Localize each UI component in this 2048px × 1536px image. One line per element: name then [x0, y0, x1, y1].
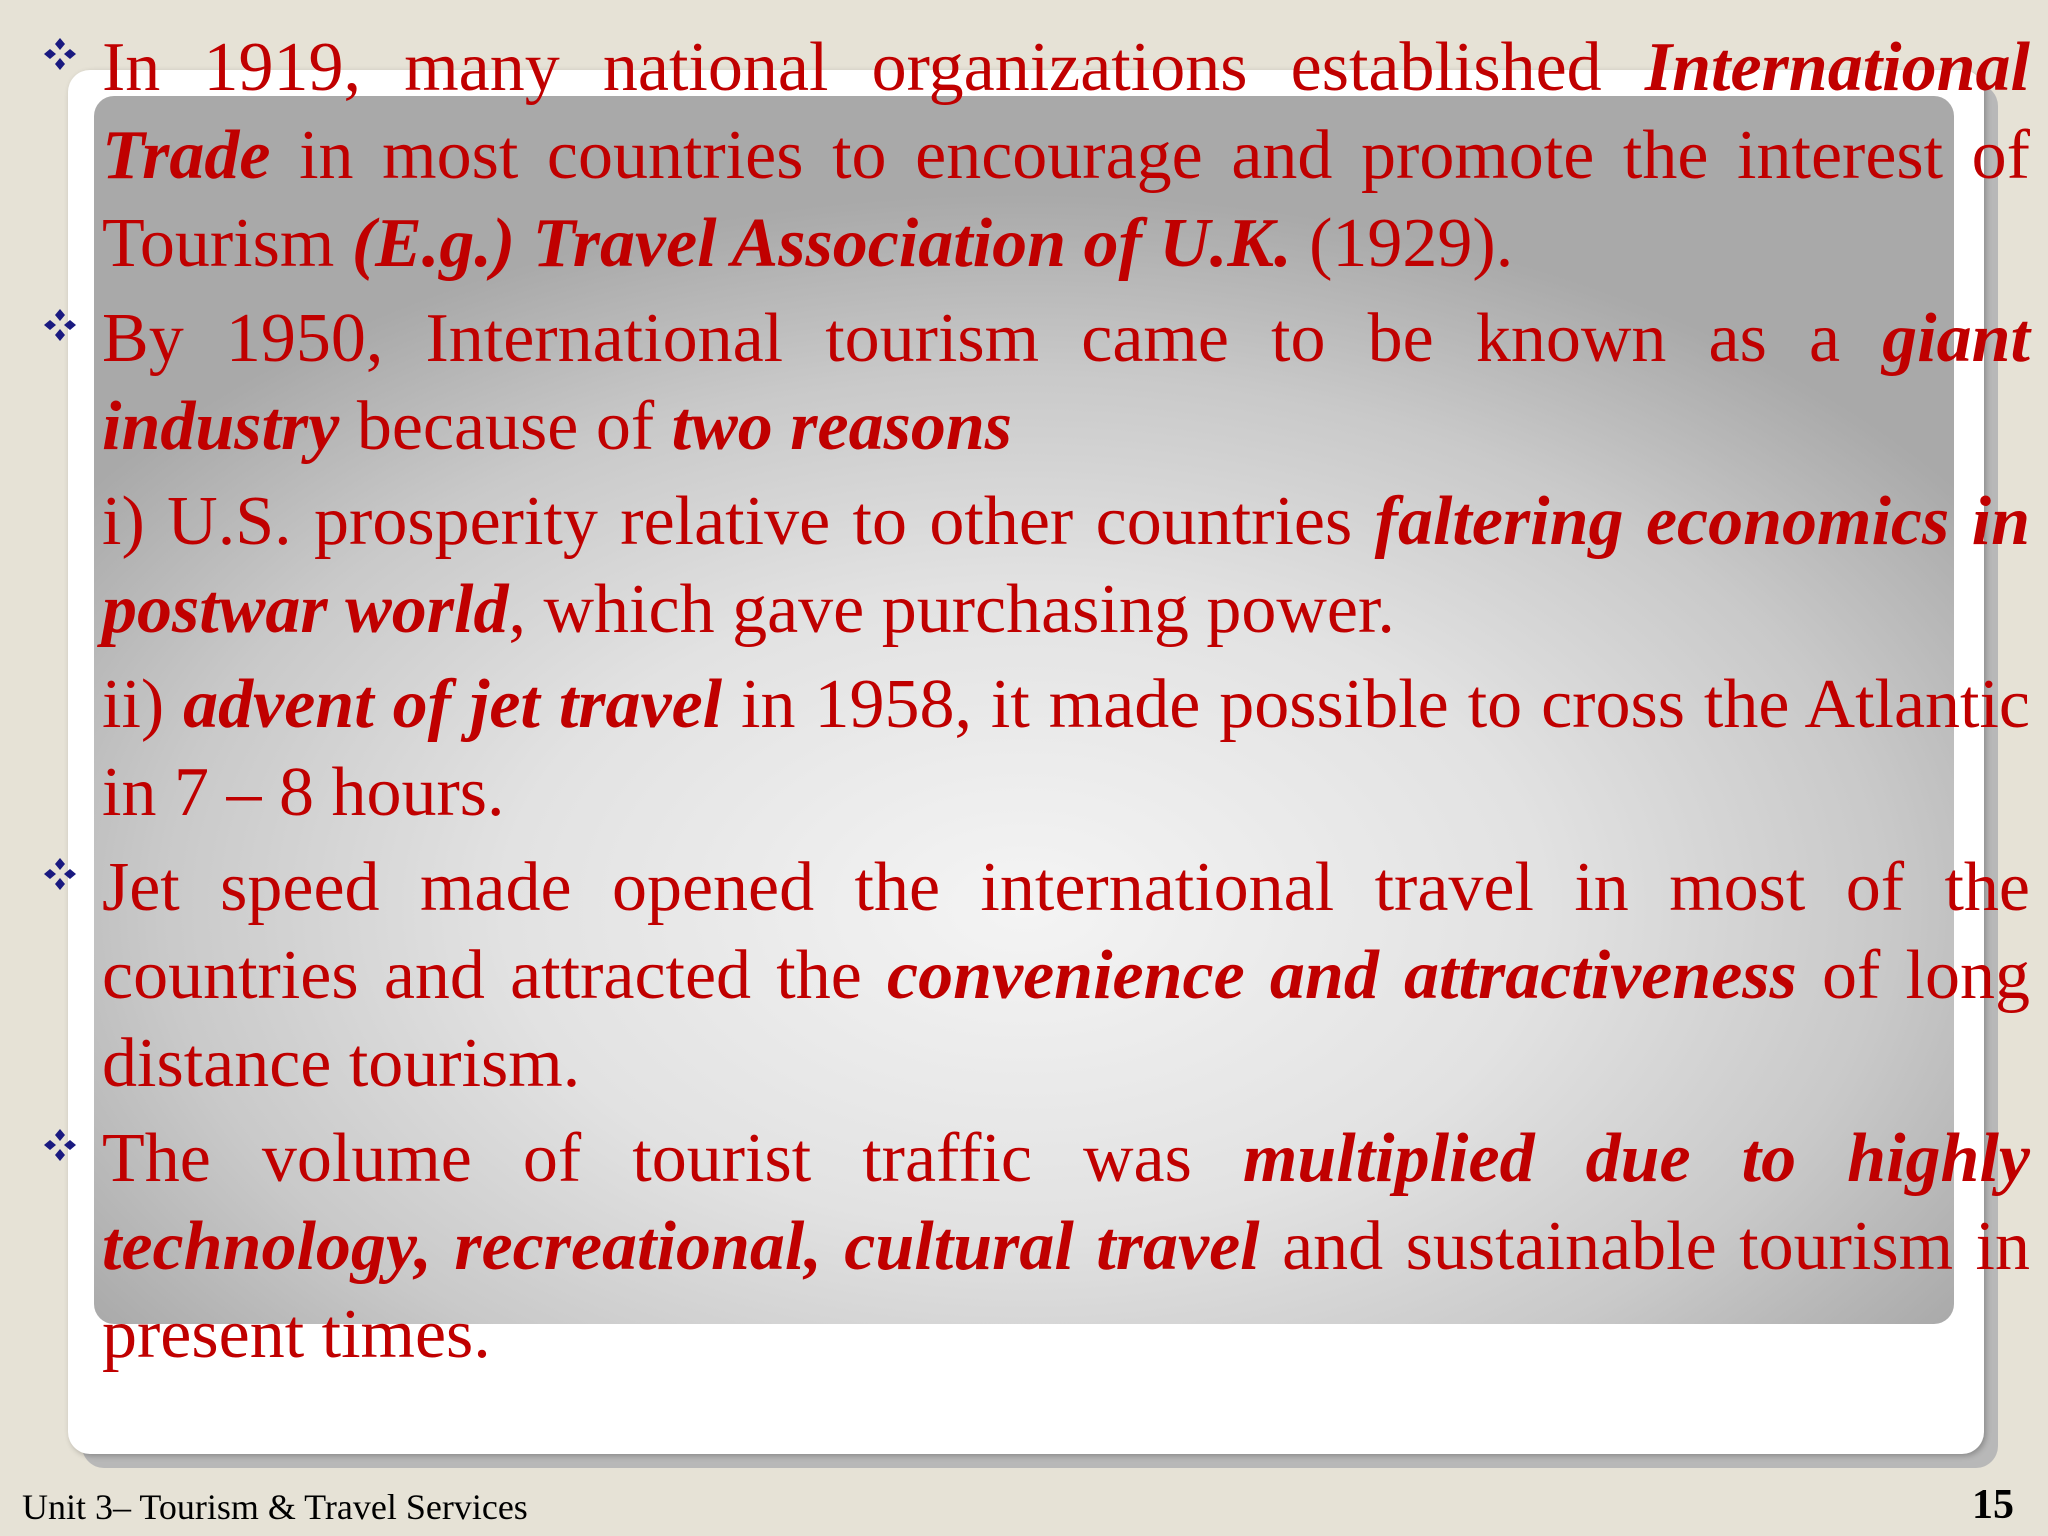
- text-run: The volume of tourist traffic was: [102, 1120, 1243, 1197]
- text-run: , which gave purchasing power.: [508, 571, 1395, 648]
- emphasis-text: International Trade: [102, 29, 2030, 194]
- text-run: and sustainable tourism in present times.: [102, 1208, 2030, 1373]
- bullet-point: [40, 295, 2030, 471]
- diamond-bullet-icon: [42, 1127, 78, 1163]
- text-run: In 1919, many national organizations established: [102, 29, 1645, 106]
- page-number: 15: [1972, 1482, 2014, 1528]
- footer-unit-label: Unit 3– Tourism & Travel Services: [22, 1487, 528, 1527]
- slide-body: [40, 24, 2030, 1379]
- emphasis-text: two reasons: [671, 388, 1013, 465]
- text-run: i) U.S. prosperity relative to other countries: [102, 483, 1375, 560]
- text-run: By 1950, International tourism came to be known as a: [102, 300, 1883, 377]
- text-run: (1929).: [1291, 205, 1514, 282]
- text-run: of long distance tourism.: [102, 937, 2030, 1102]
- diamond-bullet-icon: [42, 36, 78, 72]
- emphasis-text: multiplied due to highly technology, recreational, cultural travel: [102, 1120, 2030, 1285]
- bullet-point: [40, 24, 2030, 288]
- emphasis-text: convenience and attractiveness: [887, 937, 1797, 1014]
- text-run: Jet speed made opened the international travel in most of the countries and attracted the: [102, 849, 2030, 1014]
- diamond-bullet-icon: [42, 307, 78, 343]
- emphasis-text: giant industry: [102, 300, 2030, 465]
- text-run: because of: [339, 388, 672, 465]
- emphasis-text: faltering economics in postwar world: [102, 483, 2031, 648]
- text-run: in 1958, it made possible to cross the Atlantic in 7 – 8 hours.: [102, 666, 2030, 831]
- emphasis-text: advent of jet travel: [183, 666, 723, 743]
- bullet-point: [40, 844, 2030, 1108]
- emphasis-text: (E.g.) Travel Association of U.K.: [351, 205, 1292, 282]
- reason-item: [40, 661, 2030, 837]
- text-run: ii): [102, 666, 184, 743]
- reason-item: [40, 478, 2030, 654]
- text-run: in most countries to encourage and promote the interest of Tourism: [102, 117, 2030, 282]
- diamond-bullet-icon: [42, 856, 78, 892]
- bullet-point: [40, 1115, 2030, 1379]
